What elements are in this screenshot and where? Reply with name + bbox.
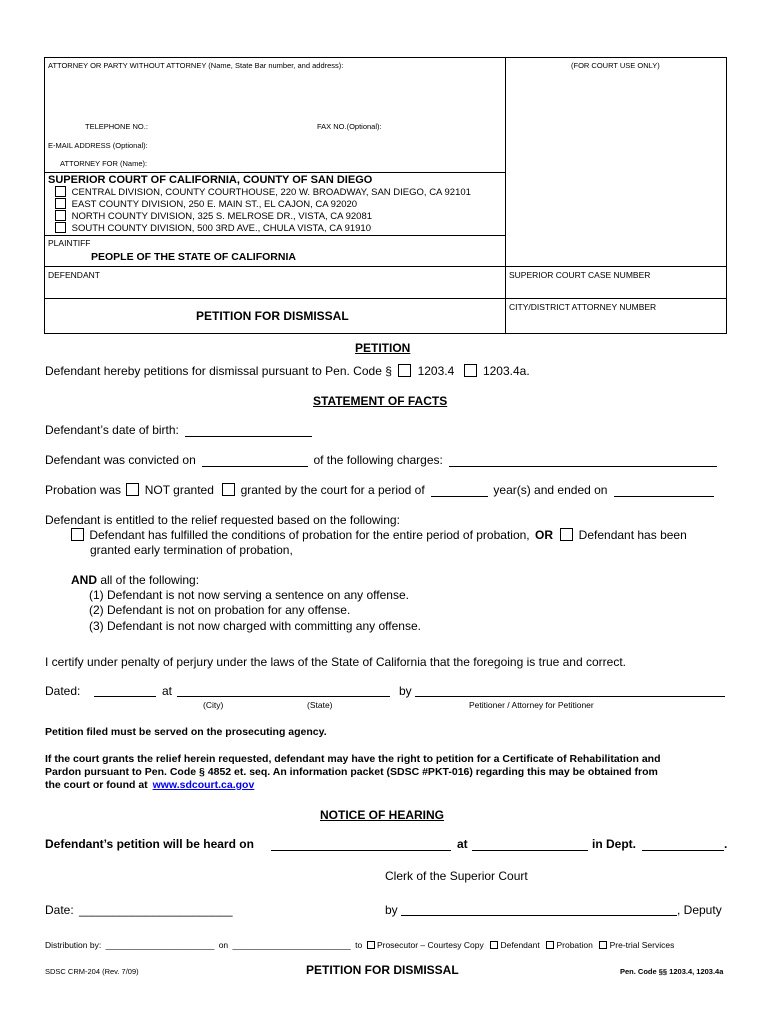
fax-label: FAX NO.(Optional):	[317, 122, 382, 131]
division-south: SOUTH COUNTY DIVISION, 500 3RD AVE., CHULA VISTA, CA 91910	[55, 222, 371, 234]
condition-1: (1) Defendant is not now serving a sentence on any offense.	[89, 588, 409, 602]
petitioner-caption: Petitioner / Attorney for Petitioner	[469, 700, 594, 710]
plaintiff-label: PLAINTIFF	[48, 238, 91, 248]
convicted-row: Defendant was convicted on of the following charges:	[45, 453, 717, 467]
footer-title: PETITION FOR DISMISSAL	[306, 963, 459, 977]
early-termination-checkbox[interactable]	[560, 528, 573, 541]
division-east: EAST COUNTY DIVISION, 250 E. MAIN ST., EL CAJON, CA 92020	[55, 198, 357, 210]
court-title: SUPERIOR COURT OF CALIFORNIA, COUNTY OF SAN DIEGO	[48, 174, 373, 186]
attorney-field[interactable]	[46, 72, 502, 120]
by-label: by	[399, 684, 412, 698]
division-north: NORTH COUNTY DIVISION, 325 S. MELROSE DR., VISTA, CA 92081	[55, 210, 372, 222]
probation-not-granted-checkbox[interactable]	[126, 483, 139, 496]
and-row: AND all of the following:	[71, 573, 200, 587]
dist-defendant-checkbox[interactable]	[490, 941, 498, 949]
form-number: SDSC CRM-204 (Rev. 7/09)	[45, 967, 139, 976]
convicted-date-field[interactable]	[202, 454, 308, 467]
probation-period-field[interactable]	[431, 484, 488, 497]
rehab-notice-line-3: the court or found at www.sdcourt.ca.gov	[45, 779, 255, 791]
distribution-row: Distribution by: _______________________ on _________________________ to Prosecutor – Courtesy Copy Defendant Probation Pre-trial Services	[45, 940, 675, 950]
division-north-checkbox[interactable]	[55, 210, 66, 221]
deputy-signature-field[interactable]	[401, 915, 677, 916]
city-attorney-label: CITY/DISTRICT ATTORNEY NUMBER	[509, 302, 657, 312]
dob-row: Defendant’s date of birth:	[45, 423, 312, 437]
division-east-checkbox[interactable]	[55, 198, 66, 209]
dist-probation-checkbox[interactable]	[546, 941, 554, 949]
division-south-checkbox[interactable]	[55, 222, 66, 233]
probation-ended-field[interactable]	[614, 484, 714, 497]
probation-granted-checkbox[interactable]	[222, 483, 235, 496]
defendant-field[interactable]	[46, 280, 502, 296]
form-title: PETITION FOR DISMISSAL	[196, 309, 349, 323]
clerk-label: Clerk of the Superior Court	[385, 869, 528, 883]
rehab-notice-line-2: Pardon pursuant to Pen. Code § 4852 et. seq. An information packet (SDSC #PKT-016) regarding this may be obtained from	[45, 766, 658, 778]
attorney-for-label: ATTORNEY FOR (Name):	[60, 159, 148, 168]
hearing-at-label: at	[457, 837, 468, 851]
at-label: at	[162, 684, 173, 698]
dist-pretrial-checkbox[interactable]	[599, 941, 607, 949]
fulfilled-row: Defendant has fulfilled the conditions of probation for the entire period of probation, OR Defendant has been	[71, 528, 687, 542]
distribution-by-field[interactable]: _______________________	[105, 940, 215, 950]
facts-heading: STATEMENT OF FACTS	[313, 394, 448, 408]
heard-label: Defendant’s petition will be heard on	[45, 837, 254, 851]
division-central: CENTRAL DIVISION, COUNTY COURTHOUSE, 220 W. BROADWAY, SAN DIEGO, CA 92101	[55, 186, 471, 198]
attorney-label: ATTORNEY OR PARTY WITHOUT ATTORNEY (Name, State Bar number, and address):	[48, 61, 344, 70]
court-use-field[interactable]	[507, 72, 725, 262]
certify-text: I certify under penalty of perjury under the laws of the State of California that the foregoing is true and correct.	[45, 655, 626, 669]
dated-label: Dated:	[45, 684, 81, 698]
location-field[interactable]	[177, 696, 390, 697]
entitled-label: Defendant is entitled to the relief requested based on the following:	[45, 513, 400, 527]
hearing-heading: NOTICE OF HEARING	[320, 808, 445, 822]
early-termination-text: granted early termination of probation,	[90, 543, 293, 557]
hearing-date-row: Date: _______________________	[45, 903, 233, 917]
option-1203-4a-checkbox[interactable]	[464, 364, 477, 377]
case-number-label: SUPERIOR COURT CASE NUMBER	[509, 270, 651, 280]
condition-2: (2) Defendant is not on probation for any offense.	[89, 603, 351, 617]
plaintiff-name: PEOPLE OF THE STATE OF CALIFORNIA	[91, 251, 296, 263]
dated-field[interactable]	[94, 696, 156, 697]
clerk-date-field[interactable]: _______________________	[79, 903, 233, 917]
sdcourt-link[interactable]: www.sdcourt.ca.gov	[152, 779, 255, 791]
charges-field[interactable]	[449, 454, 717, 467]
served-notice: Petition filed must be served on the prosecuting agency.	[45, 726, 327, 738]
fulfilled-checkbox[interactable]	[71, 528, 84, 541]
probation-row: Probation was NOT granted granted by the court for a period of year(s) and ended on	[45, 483, 714, 497]
city-caption: (City)	[203, 700, 224, 710]
deputy-by-label: by	[385, 903, 398, 917]
rehab-notice-line-1: If the court grants the relief herein requested, defendant may have the right to petition for a Certificate of Rehabilitation and	[45, 753, 661, 765]
dept-field[interactable]	[642, 850, 724, 851]
defendant-label: DEFENDANT	[48, 270, 100, 280]
dob-field[interactable]	[185, 424, 312, 437]
case-number-field[interactable]	[507, 280, 725, 296]
dist-prosecutor-checkbox[interactable]	[367, 941, 375, 949]
dept-label: in Dept.	[592, 837, 636, 851]
state-caption: (State)	[307, 700, 333, 710]
hearing-date-field[interactable]	[271, 850, 451, 851]
condition-3: (3) Defendant is not now charged with committing any offense.	[89, 619, 421, 633]
deputy-label: , Deputy	[677, 903, 722, 917]
email-label: E-MAIL ADDRESS (Optional):	[48, 141, 148, 150]
signature-field[interactable]	[415, 696, 725, 697]
footer-code: Pen. Code §§ 1203.4, 1203.4a	[620, 967, 724, 976]
city-attorney-field[interactable]	[507, 312, 725, 332]
telephone-label: TELEPHONE NO.:	[85, 122, 148, 131]
distribution-on-field[interactable]: _________________________	[232, 940, 351, 950]
petition-heading: PETITION	[355, 341, 411, 355]
division-central-checkbox[interactable]	[55, 186, 66, 197]
hearing-time-field[interactable]	[472, 850, 588, 851]
option-1203-4-checkbox[interactable]	[398, 364, 411, 377]
petition-line: Defendant hereby petitions for dismissal pursuant to Pen. Code § 1203.4 1203.4a.	[45, 364, 530, 378]
court-use-label: (FOR COURT USE ONLY)	[571, 61, 660, 70]
